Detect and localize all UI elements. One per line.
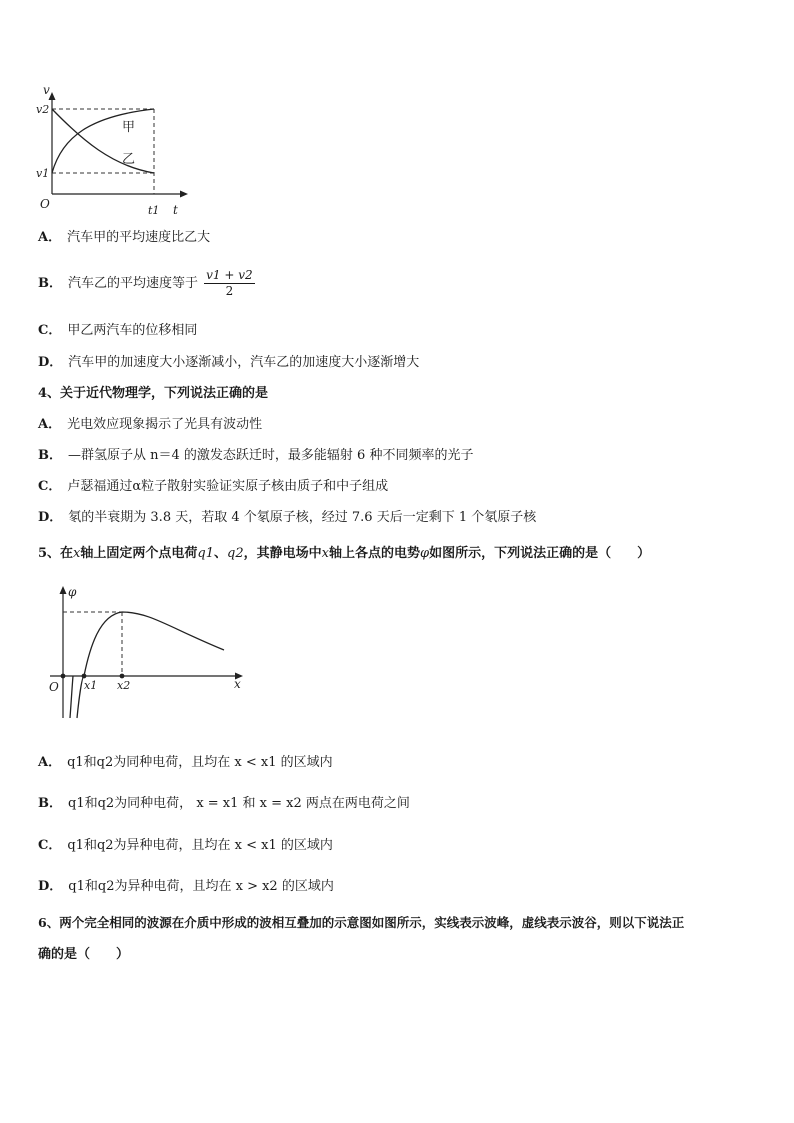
x1-label: x1 <box>84 679 98 692</box>
phi-axis-label: φ <box>68 585 77 599</box>
stem-part: 如图所示，下列说法正确的是（ ） <box>429 546 651 561</box>
stem-part: 轴上各点的电势 <box>328 546 420 561</box>
option-label: A． <box>38 755 62 770</box>
option-text: q1和q2为同种电荷， x = x1 和 x = x2 两点在两电荷之间 <box>68 796 410 811</box>
q3-option-b <box>38 268 255 300</box>
q4-option-b <box>38 447 473 465</box>
t-axis-label: t <box>173 203 178 217</box>
stem-part: 、 <box>214 546 228 561</box>
stem-part: 轴上固定两个点电荷 <box>80 546 198 561</box>
option-label: A． <box>38 417 62 432</box>
q5-option-a <box>38 754 333 772</box>
q4-option-c <box>38 478 388 496</box>
option-label: A． <box>38 230 62 245</box>
stem-var-q2: q2 <box>227 546 244 561</box>
stem-var-phi: φ <box>419 546 430 561</box>
stem-var-q1: q1 <box>197 546 214 561</box>
q4-stem: 4、关于近代物理学，下列说法正确的是 <box>38 386 269 401</box>
x-axis-label: x <box>234 677 241 691</box>
jia-label: 甲 <box>122 120 136 135</box>
option-text: 氡的半衰期为 3.8 天，若取 4 个氡原子核，经过 7.6 天后一定剩下 1 个氡原子核 <box>68 510 537 525</box>
option-label: B． <box>38 796 62 811</box>
q5-option-b <box>38 795 410 813</box>
option-text: 卢瑟福通过α粒子散射实验证实原子核由质子和中子组成 <box>67 479 389 494</box>
v-axis-label: v <box>43 83 50 97</box>
fraction-denominator: 2 <box>225 284 234 298</box>
option-text: 汽车乙的平均速度等于 <box>68 276 199 291</box>
option-text: 光电效应现象揭示了光具有波动性 <box>67 417 263 432</box>
q5-stem <box>38 545 650 563</box>
stem-part: 5、在 <box>38 546 74 561</box>
v1-label: v1 <box>36 167 50 180</box>
q5-option-d <box>38 878 334 896</box>
option-text: —群氢原子从 n＝4 的激发态跃迁时，最多能辐射 6 种不同频率的光子 <box>68 448 474 463</box>
origin-label: O <box>49 680 59 694</box>
option-label: D． <box>38 355 63 370</box>
option-label: C． <box>38 479 62 494</box>
option-label: C． <box>38 838 62 853</box>
option-label: D． <box>38 510 63 525</box>
q4-option-a <box>38 416 262 434</box>
v2-label: v2 <box>36 103 50 116</box>
q3-option-d <box>38 354 419 372</box>
stem-var-x: x <box>73 546 81 561</box>
q6-stem-line1: 6、两个完全相同的波源在介质中形成的波相互叠加的示意图如图所示，实线表示波峰，虚线表示波谷，则以下说法正 <box>38 915 685 930</box>
option-text: 汽车甲的平均速度比乙大 <box>67 230 211 245</box>
option-text: 汽车甲的加速度大小逐渐减小，汽车乙的加速度大小逐渐增大 <box>68 355 420 370</box>
fraction-v1-v2-over-2 <box>204 268 255 299</box>
velocity-time-graph <box>30 82 200 222</box>
option-label: D． <box>38 879 63 894</box>
fraction-numerator: v1 + v2 <box>206 268 253 282</box>
option-text: q1和q2为异种电荷，且均在 x > x2 的区域内 <box>68 879 334 894</box>
stem-part: ，其静电场中 <box>243 546 322 561</box>
option-label: B． <box>38 276 62 291</box>
option-label: C． <box>38 323 62 338</box>
t1-label: t1 <box>148 204 160 217</box>
stem-var-x: x <box>321 546 329 561</box>
q4-option-d <box>38 509 536 527</box>
q5-option-c <box>38 837 333 855</box>
x2-label: x2 <box>117 679 131 692</box>
q3-option-a <box>38 229 210 247</box>
q6-stem-line2: 确的是（ ） <box>38 947 130 962</box>
option-text: q1和q2为同种电荷，且均在 x < x1 的区域内 <box>67 755 333 770</box>
potential-graph <box>40 580 260 720</box>
option-text: 甲乙两汽车的位移相同 <box>67 323 198 338</box>
origin-label: O <box>40 197 50 211</box>
q3-option-c <box>38 322 197 340</box>
yi-label: 乙 <box>122 152 136 167</box>
option-label: B． <box>38 448 62 463</box>
option-text: q1和q2为异种电荷，且均在 x < x1 的区域内 <box>67 838 333 853</box>
